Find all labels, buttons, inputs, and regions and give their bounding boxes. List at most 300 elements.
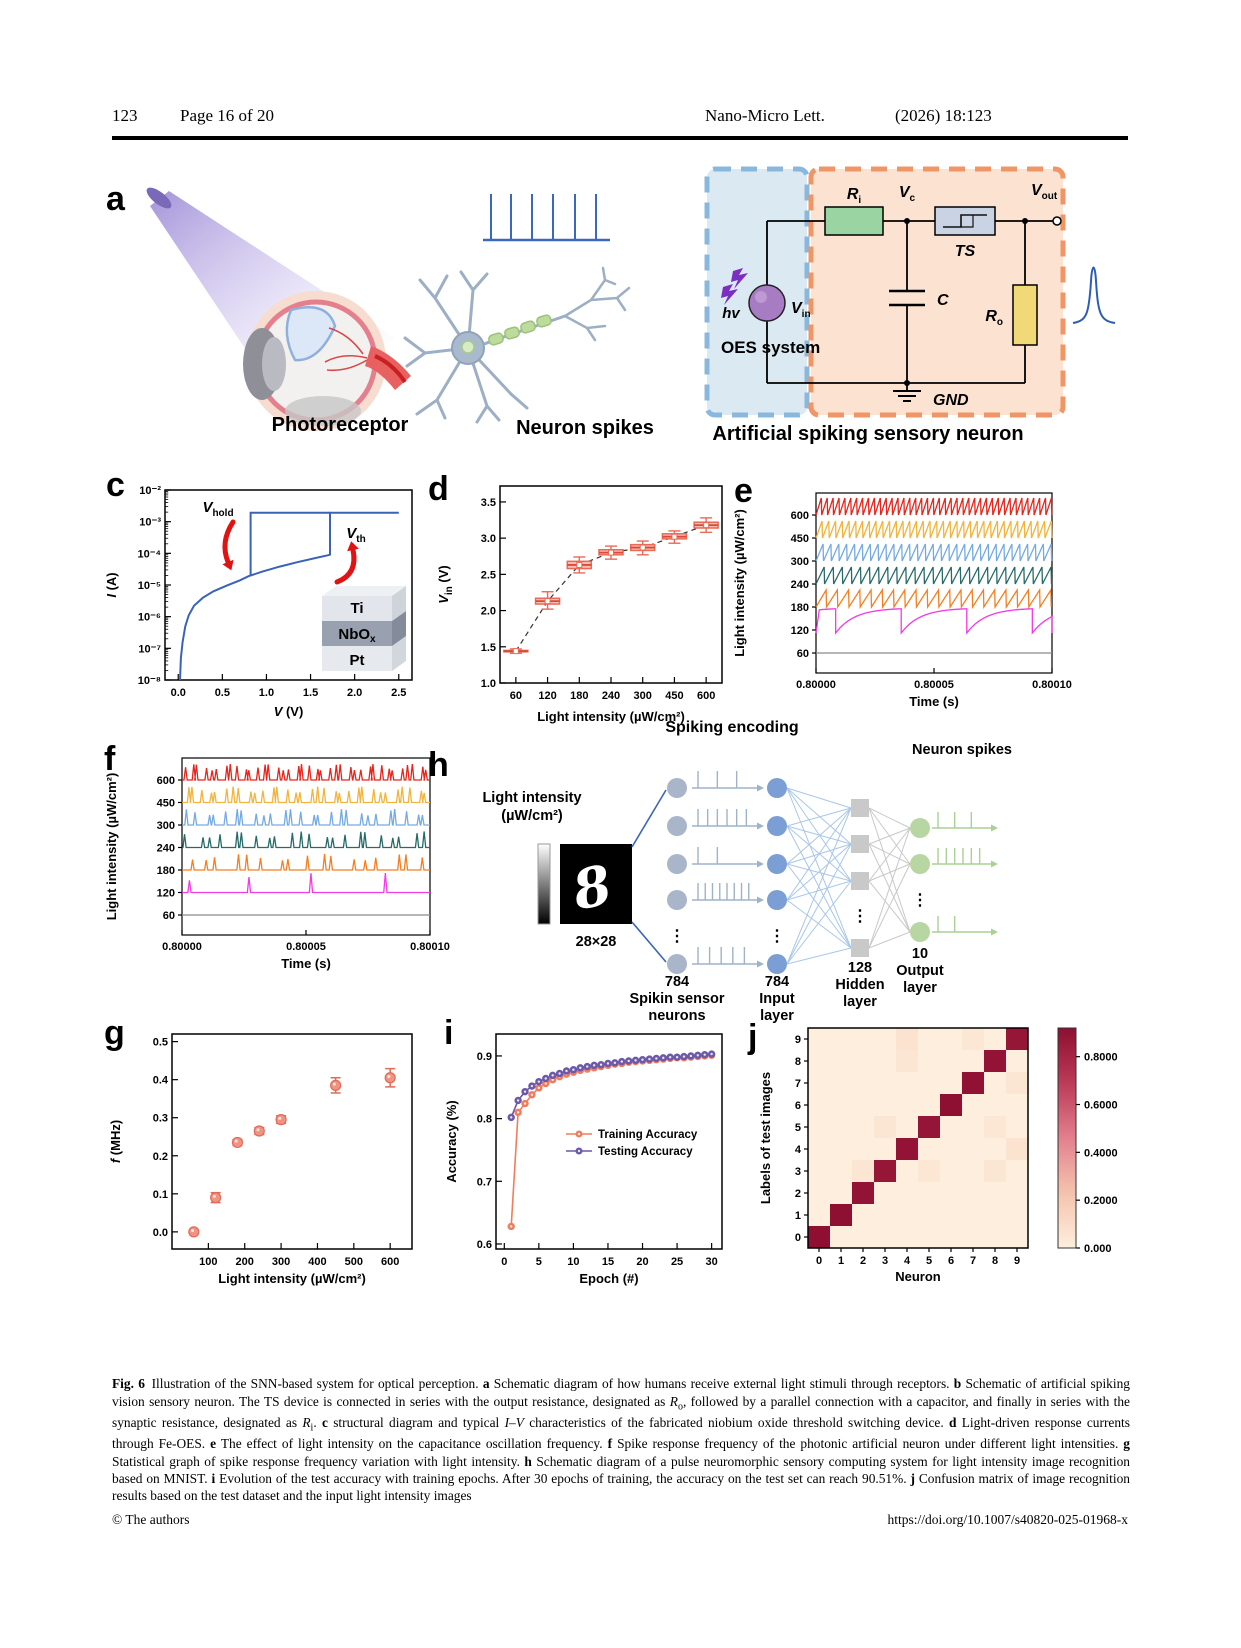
matrix-cell xyxy=(962,1072,984,1094)
svg-text:0.000: 0.000 xyxy=(1084,1243,1112,1255)
svg-text:25: 25 xyxy=(670,1256,684,1268)
matrix-cell xyxy=(962,1028,984,1050)
data-point xyxy=(232,1137,242,1147)
data-point xyxy=(189,1227,199,1237)
input-neuron xyxy=(767,954,787,974)
matrix-cell xyxy=(940,1050,962,1072)
svg-text:2.5: 2.5 xyxy=(391,687,407,699)
svg-text:f (MHz): f (MHz) xyxy=(108,1119,123,1164)
svg-text:5: 5 xyxy=(925,1255,933,1267)
trace-450 xyxy=(816,521,1052,538)
output-spike xyxy=(1073,268,1115,324)
matrix-cell xyxy=(874,1204,896,1226)
matrix-cell xyxy=(918,1094,940,1116)
svg-text:0.3: 0.3 xyxy=(152,1112,168,1125)
svg-text:8: 8 xyxy=(794,1056,801,1068)
panel-h-snn-diagram xyxy=(432,714,1050,1026)
svg-text:15: 15 xyxy=(601,1256,615,1268)
matrix-cell xyxy=(940,1160,962,1182)
svg-text:500: 500 xyxy=(344,1256,363,1268)
trace-180 xyxy=(816,590,1051,607)
matrix-cell xyxy=(830,1050,852,1072)
svg-text:0.80000: 0.80000 xyxy=(162,941,202,953)
matrix-cell xyxy=(808,1072,830,1094)
matrix-cell xyxy=(962,1160,984,1182)
svg-text:0.6000: 0.6000 xyxy=(1084,1099,1118,1112)
svg-text:784: 784 xyxy=(664,974,690,990)
matrix-cell xyxy=(874,1094,896,1116)
svg-text:128: 128 xyxy=(847,960,873,976)
svg-text:400: 400 xyxy=(308,1256,327,1268)
panel-label-i: i xyxy=(444,1014,454,1052)
svg-text:GND: GND xyxy=(933,392,969,409)
svg-text:10⁻⁶: 10⁻⁶ xyxy=(137,611,161,624)
panel-label-c: c xyxy=(106,466,125,504)
svg-text:Testing Accuracy: Testing Accuracy xyxy=(598,1146,693,1158)
svg-text:1: 1 xyxy=(837,1255,845,1267)
matrix-cell xyxy=(984,1160,1006,1182)
svg-text:Time (s): Time (s) xyxy=(281,956,331,971)
svg-text:28×28: 28×28 xyxy=(575,934,617,950)
svg-text:600: 600 xyxy=(156,775,175,787)
svg-text:180: 180 xyxy=(790,602,809,614)
svg-text:60: 60 xyxy=(162,910,175,922)
svg-text:1: 1 xyxy=(794,1210,801,1222)
trace-180 xyxy=(182,854,430,870)
svg-text:0.2000: 0.2000 xyxy=(1084,1195,1118,1208)
svg-text:(µW/cm²): (µW/cm²) xyxy=(501,808,563,824)
matrix-cell xyxy=(896,1226,918,1248)
svg-text:3.0: 3.0 xyxy=(480,533,496,546)
matrix-cell xyxy=(852,1226,874,1248)
matrix-cell xyxy=(896,1116,918,1138)
data-point xyxy=(276,1115,286,1125)
matrix-cell xyxy=(808,1116,830,1138)
svg-text:0.4: 0.4 xyxy=(152,1074,168,1087)
svg-text:Output: Output xyxy=(896,963,944,979)
colorbar xyxy=(1058,1028,1076,1248)
svg-text:Spiking encoding: Spiking encoding xyxy=(665,719,799,736)
matrix-cell xyxy=(830,1182,852,1204)
matrix-cell xyxy=(808,1204,830,1226)
matrix-cell xyxy=(940,1226,962,1248)
matrix-cell xyxy=(962,1182,984,1204)
svg-text:Input: Input xyxy=(759,991,795,1007)
matrix-cell xyxy=(874,1138,896,1160)
matrix-cell xyxy=(1006,1072,1028,1094)
trend-line xyxy=(516,525,706,651)
matrix-cell xyxy=(896,1182,918,1204)
header-page-info: Page 16 of 20 xyxy=(180,106,274,125)
svg-text:1.0: 1.0 xyxy=(258,687,275,699)
svg-text:20: 20 xyxy=(636,1256,649,1268)
svg-text:TS: TS xyxy=(954,243,976,260)
svg-text:0.4000: 0.4000 xyxy=(1084,1147,1118,1160)
svg-text:5: 5 xyxy=(794,1122,801,1134)
input-neuron xyxy=(767,854,787,874)
svg-text:Ti: Ti xyxy=(350,600,364,617)
matrix-cell xyxy=(874,1226,896,1248)
intensity-gradient-bar xyxy=(538,844,550,924)
photoreceptor-svg xyxy=(95,168,695,453)
svg-text:0.7: 0.7 xyxy=(476,1176,492,1189)
matrix-cell xyxy=(896,1160,918,1182)
svg-text:4: 4 xyxy=(903,1255,911,1267)
matrix-cell xyxy=(852,1094,874,1116)
svg-text:Time (s): Time (s) xyxy=(909,694,959,709)
matrix-cell xyxy=(984,1050,1006,1072)
panel-e-oscillation-chart xyxy=(728,468,1072,730)
svg-text:2: 2 xyxy=(859,1255,867,1267)
svg-text:3.5: 3.5 xyxy=(480,496,496,509)
matrix-cell xyxy=(852,1028,874,1050)
matrix-cell xyxy=(918,1116,940,1138)
sensor-neuron xyxy=(667,954,687,974)
footer-doi: https://doi.org/10.1007/s40820-025-01968-x xyxy=(887,1512,1128,1527)
data-point xyxy=(331,1080,341,1090)
hidden-unit xyxy=(851,835,869,853)
panel-c-iv-chart xyxy=(100,468,432,730)
matrix-cell xyxy=(918,1050,940,1072)
matrix-cell xyxy=(874,1050,896,1072)
matrix-cell xyxy=(962,1094,984,1116)
svg-text:10: 10 xyxy=(567,1256,580,1268)
panel-label-j: j xyxy=(748,1018,758,1056)
svg-text:hv: hv xyxy=(722,305,740,322)
matrix-cell xyxy=(830,1072,852,1094)
matrix-cell xyxy=(1006,1094,1028,1116)
svg-text:10⁻⁸: 10⁻⁸ xyxy=(137,675,161,687)
matrix-cell xyxy=(940,1138,962,1160)
svg-text:120: 120 xyxy=(790,625,809,637)
hidden-unit xyxy=(851,939,869,957)
matrix-cell xyxy=(852,1072,874,1094)
matrix-cell xyxy=(896,1050,918,1072)
svg-text:2.0: 2.0 xyxy=(480,605,496,618)
matrix-cell xyxy=(808,1138,830,1160)
svg-text:0.80005: 0.80005 xyxy=(914,679,954,691)
sensor-neuron xyxy=(667,890,687,910)
boxplot-svg xyxy=(428,468,730,730)
svg-text:2: 2 xyxy=(794,1188,801,1200)
svg-text:Training Accuracy: Training Accuracy xyxy=(598,1129,698,1141)
matrix-cell xyxy=(830,1226,852,1248)
svg-text:layer: layer xyxy=(843,994,877,1010)
svg-text:Vin: $V_{in}$ xyxy=(791,300,811,320)
matrix-cell xyxy=(940,1028,962,1050)
svg-text:Ro: $R_o$ xyxy=(985,308,1003,328)
svg-text:Light intensity (µW/cm²): Light intensity (µW/cm²) xyxy=(104,772,119,921)
footer-copyright: © The authors xyxy=(112,1512,190,1527)
matrix-cell xyxy=(984,1226,1006,1248)
matrix-cell xyxy=(1006,1226,1028,1248)
matrix-cell xyxy=(808,1182,830,1204)
svg-text:0.5: 0.5 xyxy=(152,1036,168,1049)
svg-text:1.0: 1.0 xyxy=(480,678,496,690)
matrix-cell xyxy=(918,1204,940,1226)
svg-text:Light intensity (µW/cm²): Light intensity (µW/cm²) xyxy=(537,709,685,724)
svg-text:300: 300 xyxy=(790,556,809,568)
svg-text:300: 300 xyxy=(271,1256,291,1268)
svg-text:30: 30 xyxy=(705,1256,718,1268)
figure-caption: Fig. 6 Illustration of the SNN-based system for optical perception. a Schematic diagram of how humans receive external light stimuli through receptors. b Schematic of artificial spiking vision sensory neuron. The TS device is connected in series with the output resistance, designated as $R_o$, followed by a parallel connection with a capacitor, and finally in series with the synaptic resistance, designated as $R_i$. c structural diagram and typical I–V characteristics of the fabricated niobium oxide threshold switching device. d Light-driven response currents through Fe-OES. e The effect of light intensity on the capacitance oscillation frequency. f Spike response frequency of the photonic artificial neuron under different light intensities. g Statistical graph of spike response frequency variation with light intensity. h Schematic diagram of a pulse neuromorphic sensory computing system for light intensity image recognition based on MNIST. i Evolution of the test accuracy with training epochs. After 30 epochs of training, the accuracy on the test set can reach 90.51%. j Confusion matrix of image recognition results based on the test dataset and the input light intensity images xyxy=(112,1376,1130,1503)
matrix-cell xyxy=(808,1226,830,1248)
matrix-cell xyxy=(874,1072,896,1094)
matrix-cell xyxy=(896,1204,918,1226)
svg-text:240: 240 xyxy=(601,690,621,702)
matrix-cell xyxy=(896,1072,918,1094)
panel-label-a: a xyxy=(106,180,125,218)
svg-text:200: 200 xyxy=(235,1256,254,1268)
svg-text:0.80010: 0.80010 xyxy=(1032,679,1072,691)
svg-text:Vth: $V_{th}$ xyxy=(346,525,366,545)
svg-text:Light intensity: Light intensity xyxy=(482,790,582,806)
svg-text:0: 0 xyxy=(794,1232,801,1244)
svg-text:Vout: $V_{out}$ xyxy=(1031,182,1058,202)
svg-text:Vc: $V_c$ xyxy=(898,184,916,204)
data-point xyxy=(385,1073,395,1083)
svg-text:Pt: Pt xyxy=(349,652,365,669)
svg-text:0.5: 0.5 xyxy=(214,687,230,699)
svg-text:Light intensity (µW/cm²): Light intensity (µW/cm²) xyxy=(732,509,747,657)
matrix-cell xyxy=(874,1028,896,1050)
matrix-cell xyxy=(940,1182,962,1204)
svg-text:60: 60 xyxy=(509,690,522,702)
svg-text:450: 450 xyxy=(790,533,809,545)
svg-text:NbOx: NbO$_x$ xyxy=(338,626,376,645)
matrix-cell xyxy=(830,1116,852,1138)
matrix-cell xyxy=(830,1204,852,1226)
svg-text:OES system: OES system xyxy=(721,338,821,357)
trace-120 xyxy=(182,873,430,892)
matrix-cell xyxy=(830,1138,852,1160)
svg-text:8: 8 xyxy=(991,1255,999,1267)
svg-text:600: 600 xyxy=(381,1256,400,1268)
svg-text:Epoch (#): Epoch (#) xyxy=(579,1271,639,1286)
svg-text:450: 450 xyxy=(156,797,175,810)
resistor-ri xyxy=(825,207,883,235)
matrix-cell xyxy=(1006,1182,1028,1204)
matrix-cell xyxy=(984,1116,1006,1138)
panel-label-g: g xyxy=(104,1014,125,1052)
svg-text:10: 10 xyxy=(911,946,929,962)
matrix-cell xyxy=(1006,1204,1028,1226)
matrix-cell xyxy=(940,1204,962,1226)
matrix-cell xyxy=(918,1182,940,1204)
svg-text:180: 180 xyxy=(156,865,175,877)
matrix-cell xyxy=(1006,1028,1028,1050)
svg-text:neurons: neurons xyxy=(648,1008,706,1024)
svg-text:Light intensity (µW/cm²): Light intensity (µW/cm²) xyxy=(218,1271,366,1286)
photoreceptor-label: Photoreceptor xyxy=(271,414,409,436)
header-journal-name: Nano-Micro Lett. xyxy=(705,106,825,125)
ts-device xyxy=(935,207,995,235)
svg-text:0.6: 0.6 xyxy=(476,1238,492,1251)
svg-text:0.80010: 0.80010 xyxy=(410,941,450,953)
snn-svg xyxy=(432,714,1050,1026)
confusion-svg xyxy=(742,1014,1154,1284)
panel-g-frequency-chart xyxy=(100,1014,434,1284)
svg-text:0.80005: 0.80005 xyxy=(286,941,326,953)
trace-240 xyxy=(182,832,430,848)
matrix-cell xyxy=(874,1160,896,1182)
output-neuron xyxy=(910,818,930,838)
sensor-neuron xyxy=(667,778,687,798)
neuron-spikes-label: Neuron spikes xyxy=(516,417,654,439)
trace-120 xyxy=(816,609,1052,633)
matrix-cell xyxy=(962,1204,984,1226)
output-neuron xyxy=(910,922,930,942)
artificial-neuron-label: Artificial spiking sensory neuron xyxy=(712,423,1024,445)
svg-text:Vin (V): $V_{in}$ (V) xyxy=(436,565,455,604)
svg-text:Neuron: Neuron xyxy=(895,1269,941,1284)
matrix-cell xyxy=(896,1028,918,1050)
matrix-cell xyxy=(962,1050,984,1072)
panel-label-h: h xyxy=(428,746,449,784)
matrix-cell xyxy=(940,1116,962,1138)
matrix-cell xyxy=(852,1182,874,1204)
header-rule xyxy=(112,136,1128,140)
svg-text:8: 8 xyxy=(567,852,618,923)
matrix-cell xyxy=(830,1094,852,1116)
svg-text:2.0: 2.0 xyxy=(347,687,363,699)
trace-450 xyxy=(182,787,430,803)
f-waveform-svg xyxy=(100,733,450,995)
svg-text:layer: layer xyxy=(903,980,937,996)
svg-text:6: 6 xyxy=(947,1255,955,1267)
svg-text:0.9: 0.9 xyxy=(476,1050,492,1063)
matrix-cell xyxy=(984,1182,1006,1204)
svg-text:⋮: ⋮ xyxy=(769,928,785,945)
panel-f-spike-train-chart xyxy=(100,733,450,995)
trace-300 xyxy=(816,544,1052,561)
accuracy-svg xyxy=(438,1014,734,1284)
svg-text:240: 240 xyxy=(156,842,175,855)
svg-text:⋮: ⋮ xyxy=(912,892,928,909)
matrix-cell xyxy=(896,1094,918,1116)
svg-text:0.8: 0.8 xyxy=(476,1113,492,1126)
matrix-cell xyxy=(1006,1050,1028,1072)
circuit-svg xyxy=(695,163,1140,425)
matrix-cell xyxy=(808,1094,830,1116)
matrix-cell xyxy=(808,1050,830,1072)
e-waveform-svg xyxy=(728,468,1072,730)
matrix-cell xyxy=(918,1072,940,1094)
svg-text:0.0: 0.0 xyxy=(152,1226,168,1239)
trace-300 xyxy=(182,809,430,825)
svg-text:⋮: ⋮ xyxy=(852,908,868,925)
svg-text:0.80000: 0.80000 xyxy=(796,679,836,691)
matrix-cell xyxy=(852,1138,874,1160)
matrix-cell xyxy=(830,1160,852,1182)
svg-text:2.5: 2.5 xyxy=(480,569,496,582)
sensor-neuron xyxy=(667,816,687,836)
svg-text:V (V): V (V) xyxy=(273,704,304,719)
svg-text:7: 7 xyxy=(794,1078,801,1090)
matrix-cell xyxy=(918,1138,940,1160)
panel-label-d: d xyxy=(428,470,449,508)
panel-d-boxplot-chart xyxy=(428,468,730,730)
matrix-cell xyxy=(918,1160,940,1182)
resistor-ro xyxy=(1013,285,1037,345)
matrix-cell xyxy=(852,1050,874,1072)
svg-text:10⁻⁵: 10⁻⁵ xyxy=(137,580,161,592)
svg-text:300: 300 xyxy=(156,820,175,832)
panel-label-e: e xyxy=(734,472,753,510)
svg-text:240: 240 xyxy=(790,579,809,591)
svg-text:100: 100 xyxy=(199,1256,218,1268)
svg-text:0.1: 0.1 xyxy=(152,1188,168,1201)
hidden-unit xyxy=(851,799,869,817)
svg-text:I (A): I (A) xyxy=(104,572,119,598)
panel-b-circuit-diagram xyxy=(695,163,1140,425)
vout-terminal xyxy=(1053,217,1061,225)
matrix-cell xyxy=(984,1138,1006,1160)
panel-i-accuracy-chart xyxy=(438,1014,734,1284)
svg-text:0: 0 xyxy=(501,1256,508,1268)
svg-text:Hidden: Hidden xyxy=(835,977,885,993)
hidden-unit xyxy=(851,872,869,890)
svg-text:⋮: ⋮ xyxy=(669,928,685,945)
svg-text:600: 600 xyxy=(790,510,809,522)
header-article-number: 123 xyxy=(112,106,138,125)
svg-text:300: 300 xyxy=(633,690,652,702)
matrix-cell xyxy=(830,1028,852,1050)
panel-j-confusion-matrix xyxy=(742,1014,1154,1284)
svg-text:layer: layer xyxy=(760,1008,794,1024)
trace-600 xyxy=(816,498,1052,515)
svg-text:4: 4 xyxy=(794,1144,801,1156)
panel-label-f: f xyxy=(104,740,116,778)
svg-text:3: 3 xyxy=(794,1166,801,1178)
svg-text:120: 120 xyxy=(156,887,175,900)
svg-text:7: 7 xyxy=(969,1255,977,1267)
svg-text:10⁻⁷: 10⁻⁷ xyxy=(138,643,161,656)
data-point xyxy=(211,1193,221,1203)
svg-text:784: 784 xyxy=(764,974,790,990)
sensor-neuron xyxy=(667,854,687,874)
trace-600 xyxy=(182,764,430,780)
svg-text:1.5: 1.5 xyxy=(480,641,496,654)
svg-text:5: 5 xyxy=(535,1256,542,1268)
freq-svg xyxy=(100,1014,434,1284)
trace-240 xyxy=(816,567,1051,584)
svg-text:60: 60 xyxy=(796,648,809,660)
matrix-cell xyxy=(808,1028,830,1050)
input-neuron xyxy=(767,890,787,910)
matrix-cell xyxy=(852,1160,874,1182)
data-point xyxy=(254,1126,264,1136)
matrix-cell xyxy=(940,1094,962,1116)
output-neuron xyxy=(910,854,930,874)
svg-text:180: 180 xyxy=(570,690,589,702)
matrix-cell xyxy=(962,1226,984,1248)
svg-text:Neuron spikes: Neuron spikes xyxy=(912,742,1012,758)
svg-text:Labels of test images: Labels of test images xyxy=(758,1071,773,1205)
svg-text:10⁻⁴: 10⁻⁴ xyxy=(137,548,161,561)
matrix-cell xyxy=(852,1204,874,1226)
svg-text:9: 9 xyxy=(794,1034,801,1046)
input-neuron xyxy=(767,778,787,798)
matrix-cell xyxy=(874,1116,896,1138)
matrix-cell xyxy=(984,1028,1006,1050)
svg-text:C: C xyxy=(937,292,949,309)
matrix-cell xyxy=(962,1138,984,1160)
matrix-cell xyxy=(984,1094,1006,1116)
matrix-cell xyxy=(962,1116,984,1138)
svg-text:10⁻²: 10⁻² xyxy=(139,485,161,497)
svg-text:Vhold: $V_{hold}$ xyxy=(202,499,234,519)
